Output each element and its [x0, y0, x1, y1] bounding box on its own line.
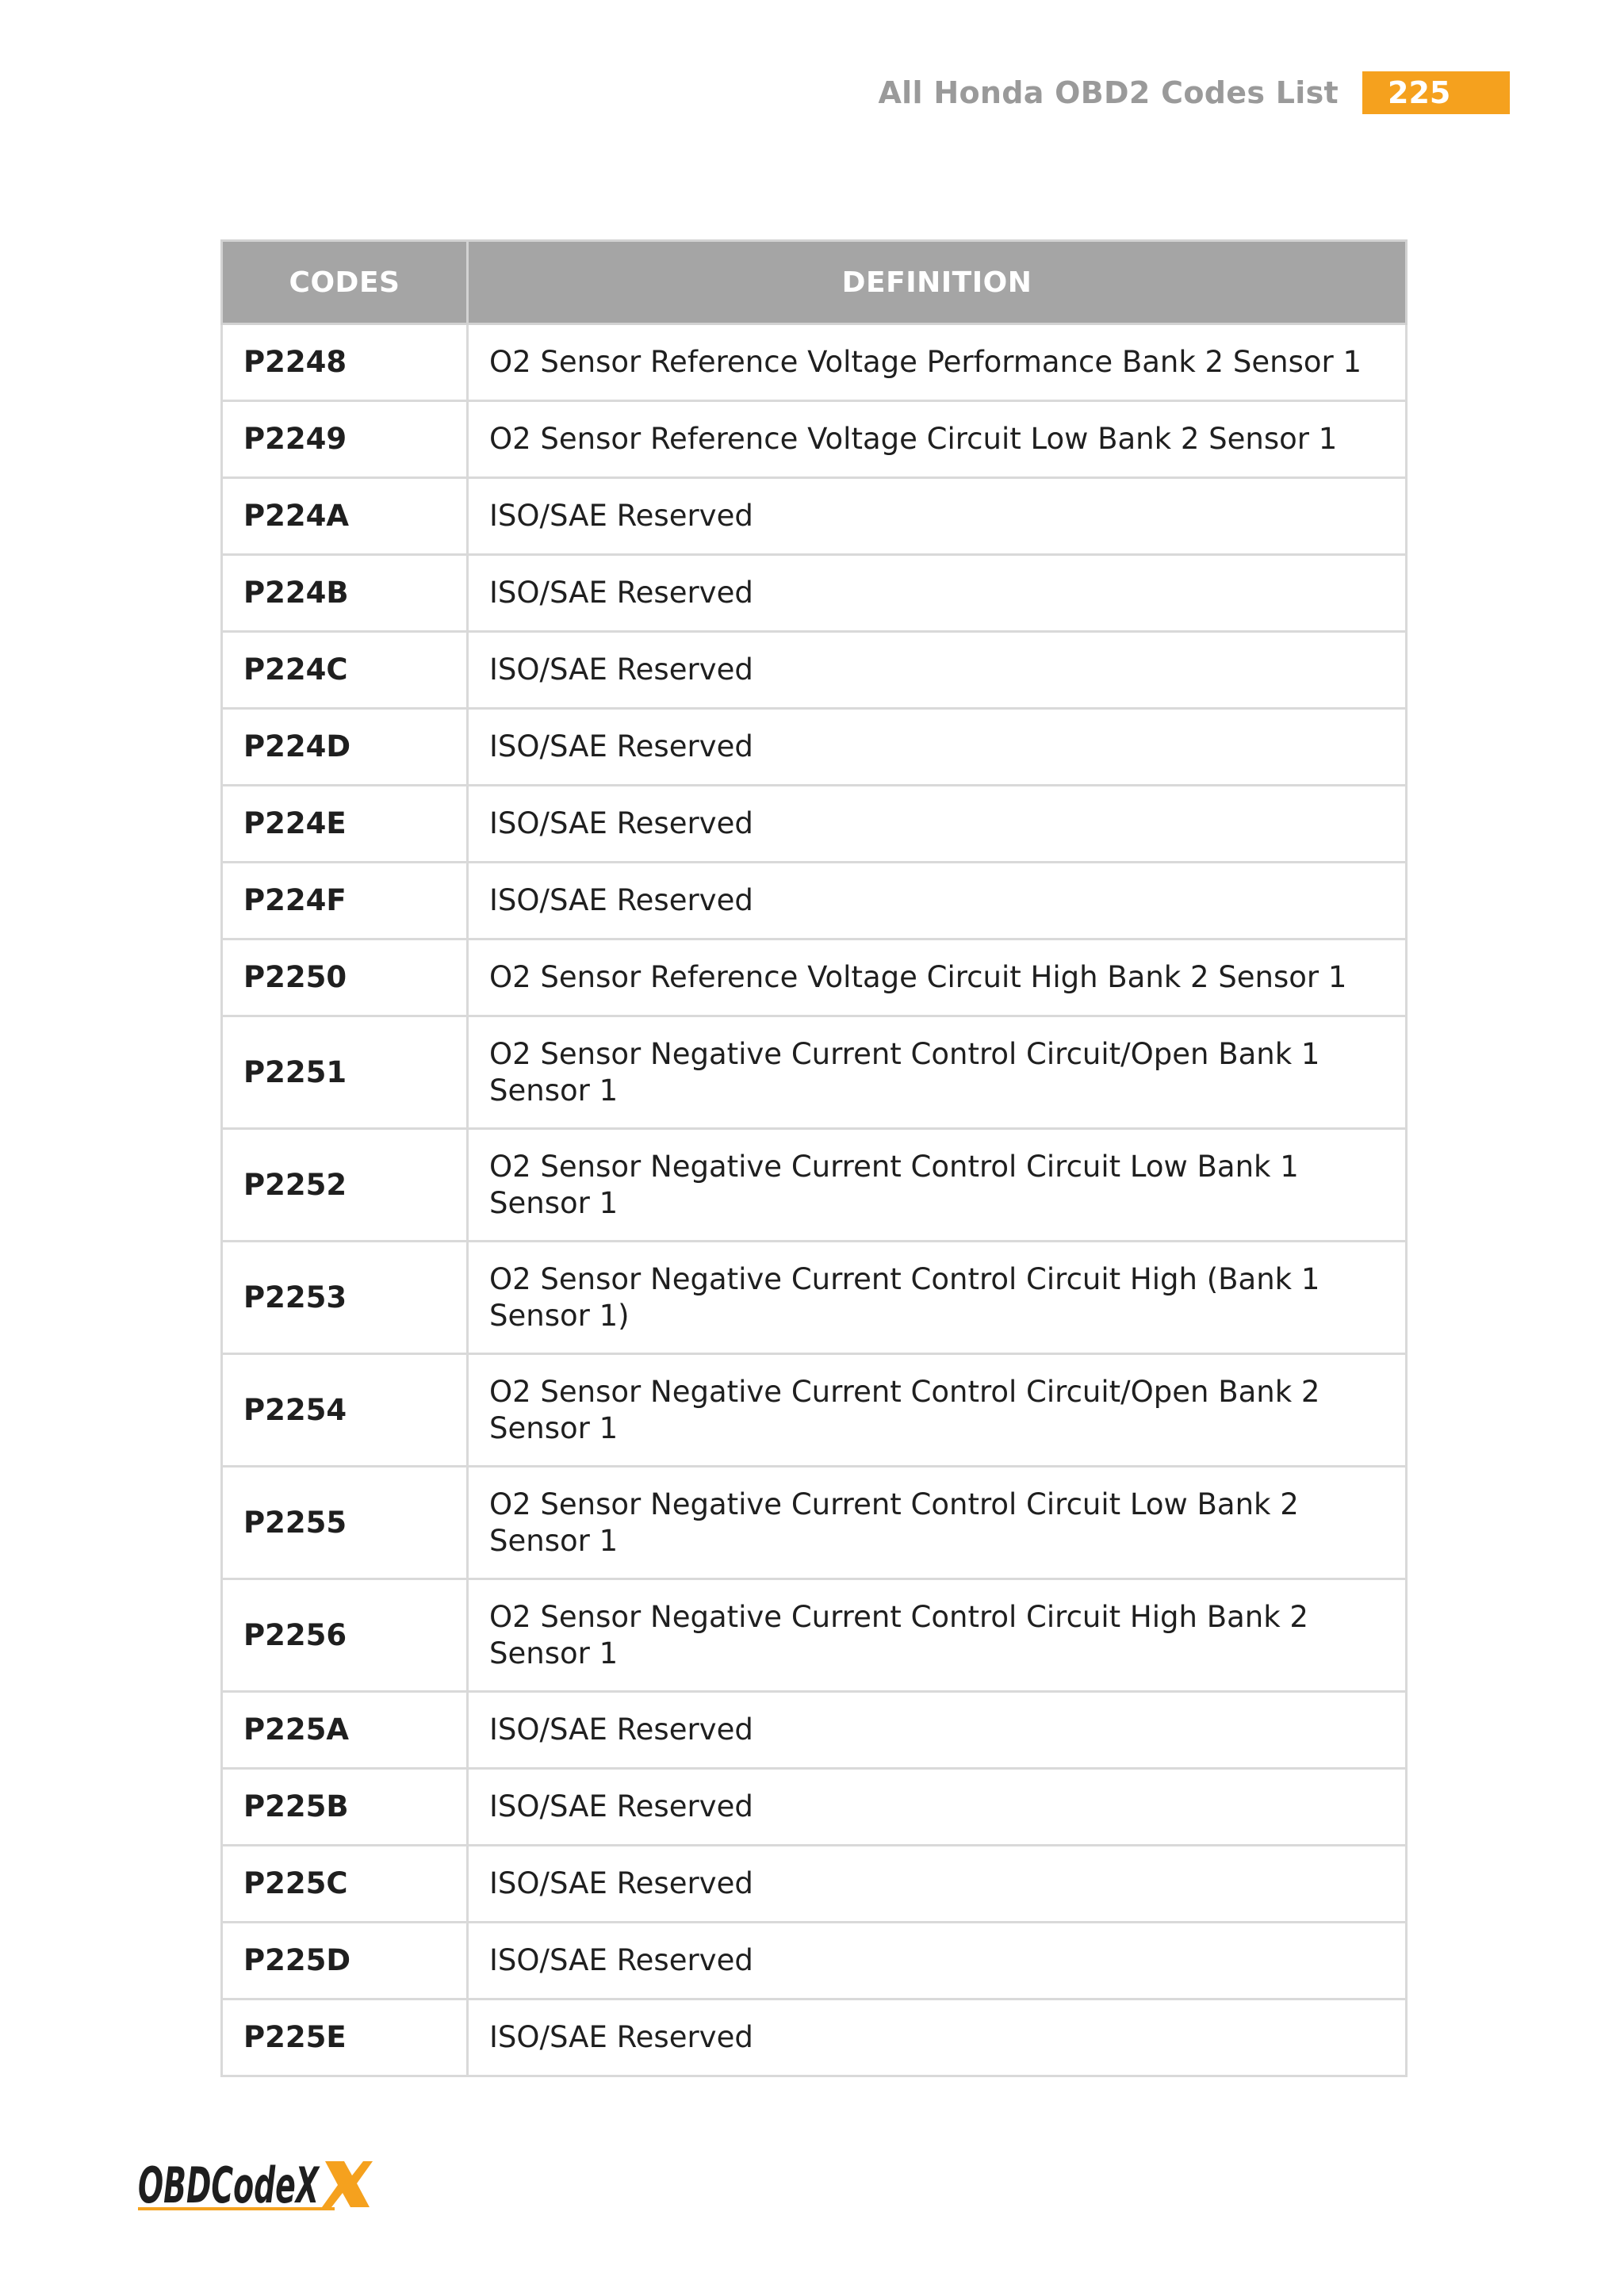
- code-cell: P225A: [222, 1692, 468, 1769]
- obdcodex-logo: [136, 2155, 374, 2214]
- definition-cell: ISO/SAE Reserved: [468, 1769, 1407, 1846]
- page-header: [878, 71, 1510, 114]
- table-row: [222, 632, 1407, 709]
- code-cell: P224B: [222, 555, 468, 632]
- table-row: [222, 1129, 1407, 1242]
- definition-cell: O2 Sensor Negative Current Control Circuit High (Bank 1 Sensor 1): [468, 1242, 1407, 1354]
- definition-cell: O2 Sensor Reference Voltage Performance Bank 2 Sensor 1: [468, 324, 1407, 401]
- table-row: [222, 863, 1407, 939]
- code-cell: P2248: [222, 324, 468, 401]
- code-cell: P2250: [222, 939, 468, 1016]
- definition-cell: ISO/SAE Reserved: [468, 478, 1407, 555]
- code-cell: P225B: [222, 1769, 468, 1846]
- code-cell: P224D: [222, 709, 468, 786]
- table-row: [222, 324, 1407, 401]
- definition-cell: O2 Sensor Negative Current Control Circuit/Open Bank 1 Sensor 1: [468, 1016, 1407, 1129]
- definition-cell: O2 Sensor Reference Voltage Circuit Low Bank 2 Sensor 1: [468, 401, 1407, 478]
- code-cell: P224C: [222, 632, 468, 709]
- logo-text: OBDCodeX: [138, 2156, 320, 2214]
- definition-cell: O2 Sensor Negative Current Control Circuit Low Bank 2 Sensor 1: [468, 1467, 1407, 1579]
- code-cell: P2251: [222, 1016, 468, 1129]
- table-row: [222, 1923, 1407, 1999]
- definition-cell: ISO/SAE Reserved: [468, 632, 1407, 709]
- definition-cell: ISO/SAE Reserved: [468, 1846, 1407, 1923]
- code-cell: P225D: [222, 1923, 468, 1999]
- column-header-codes: CODES: [222, 241, 468, 324]
- code-cell: P2254: [222, 1354, 468, 1467]
- code-cell: P225E: [222, 1999, 468, 2076]
- table-row: [222, 1846, 1407, 1923]
- table-row: [222, 1016, 1407, 1129]
- code-cell: P2256: [222, 1579, 468, 1692]
- definition-cell: ISO/SAE Reserved: [468, 555, 1407, 632]
- code-cell: P2255: [222, 1467, 468, 1579]
- code-cell: P224A: [222, 478, 468, 555]
- definition-cell: ISO/SAE Reserved: [468, 786, 1407, 863]
- table-row: [222, 1579, 1407, 1692]
- code-cell: P2249: [222, 401, 468, 478]
- codes-table: [220, 239, 1408, 2077]
- definition-cell: ISO/SAE Reserved: [468, 1999, 1407, 2076]
- code-cell: P224E: [222, 786, 468, 863]
- code-cell: P224F: [222, 863, 468, 939]
- table-row: [222, 709, 1407, 786]
- table-row: [222, 1242, 1407, 1354]
- table-row: [222, 786, 1407, 863]
- document-title: All Honda OBD2 Codes List: [878, 75, 1339, 110]
- column-header-definition: DEFINITION: [468, 241, 1407, 324]
- table-row: [222, 939, 1407, 1016]
- table-row: [222, 478, 1407, 555]
- definition-cell: ISO/SAE Reserved: [468, 709, 1407, 786]
- logo-x-mark: [322, 2161, 373, 2207]
- definition-cell: ISO/SAE Reserved: [468, 863, 1407, 939]
- code-cell: P2253: [222, 1242, 468, 1354]
- definition-cell: ISO/SAE Reserved: [468, 1923, 1407, 1999]
- table-row: [222, 401, 1407, 478]
- code-cell: P2252: [222, 1129, 468, 1242]
- definition-cell: O2 Sensor Negative Current Control Circuit High Bank 2 Sensor 1: [468, 1579, 1407, 1692]
- table-row: [222, 1692, 1407, 1769]
- table-header-row: [222, 241, 1407, 324]
- table-row: [222, 1769, 1407, 1846]
- definition-cell: O2 Sensor Reference Voltage Circuit High Bank 2 Sensor 1: [468, 939, 1407, 1016]
- page-number-badge: 225: [1362, 71, 1510, 114]
- table-row: [222, 555, 1407, 632]
- definition-cell: O2 Sensor Negative Current Control Circuit Low Bank 1 Sensor 1: [468, 1129, 1407, 1242]
- table-row: [222, 1354, 1407, 1467]
- table-row: [222, 1467, 1407, 1579]
- table-row: [222, 1999, 1407, 2076]
- definition-cell: O2 Sensor Negative Current Control Circuit/Open Bank 2 Sensor 1: [468, 1354, 1407, 1467]
- code-cell: P225C: [222, 1846, 468, 1923]
- definition-cell: ISO/SAE Reserved: [468, 1692, 1407, 1769]
